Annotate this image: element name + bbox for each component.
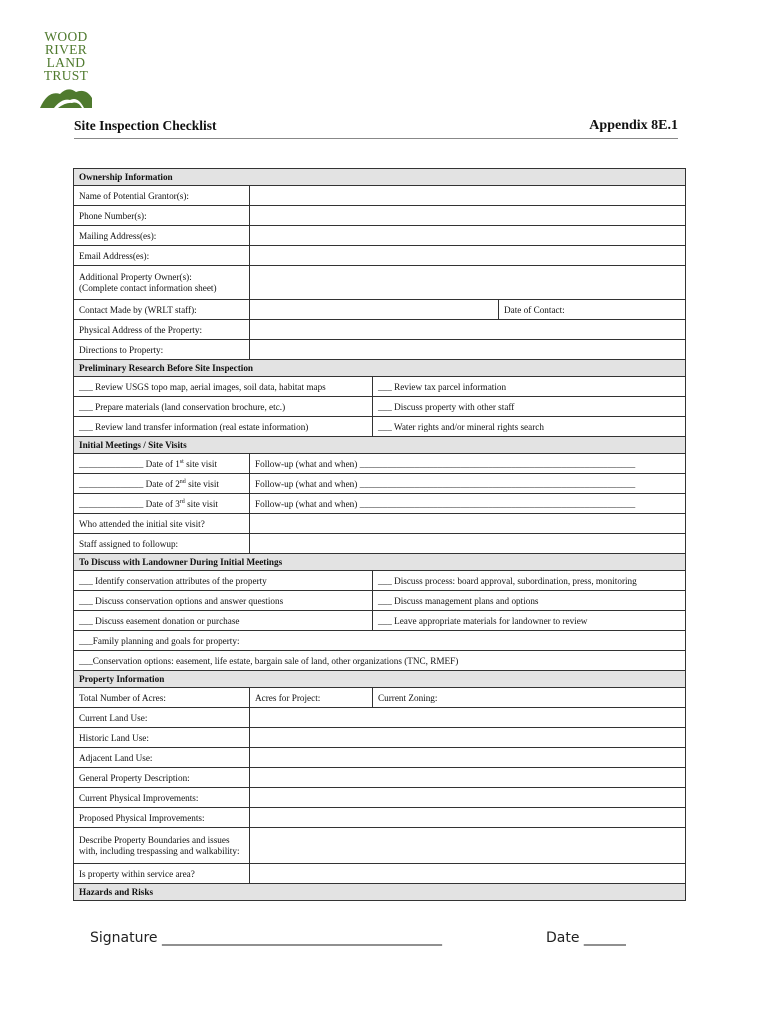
followup-3[interactable]: Follow-up (what and when) ____________________________________________________________ [250,494,686,514]
contact-made-label: Contact Made by (WRLT staff): [74,300,250,320]
mailing-label: Mailing Address(es): [74,226,250,246]
who-attended-label: Who attended the initial site visit? [74,514,250,534]
document-header [74,118,678,139]
hills-icon [40,84,92,108]
discuss-item[interactable]: ___ Identify conservation attributes of the property [74,571,373,591]
conservation-options-item[interactable]: ___Conservation options: easement, life estate, bargain sale of land, other organizations (TNC, RMEF) [74,651,686,671]
discuss-item[interactable]: ___ Discuss process: board approval, subordination, press, monitoring [373,571,686,591]
boundaries-label: Describe Property Boundaries and issues with, including trespassing and walkability: [74,828,250,864]
staff-assigned-label: Staff assigned to followup: [74,534,250,554]
prelim-item[interactable]: ___ Water rights and/or mineral rights search [373,417,686,437]
directions-field[interactable] [250,340,686,360]
boundaries-field[interactable] [250,828,686,864]
section-hazards-risks: Hazards and Risks [74,884,686,901]
staff-assigned-field[interactable] [250,534,686,554]
total-acres-field[interactable]: Total Number of Acres: [74,688,250,708]
adjacent-use-label: Adjacent Land Use: [74,748,250,768]
directions-label: Directions to Property: [74,340,250,360]
date-label: Date [546,930,580,946]
prelim-item[interactable]: ___ Review land transfer information (real estate information) [74,417,373,437]
phone-label: Phone Number(s): [74,206,250,226]
discuss-item[interactable]: ___ Discuss conservation options and answer questions [74,591,373,611]
additional-owner-field[interactable] [250,266,686,300]
section-preliminary-research: Preliminary Research Before Site Inspection [74,360,686,377]
service-area-label: Is property within service area? [74,864,250,884]
checklist-table [73,168,686,901]
followup-1[interactable]: Follow-up (what and when) ____________________________________________________________ [250,454,686,474]
family-planning-item[interactable]: ___Family planning and goals for property: [74,631,686,651]
signature-line: ________________________________________ [162,930,442,946]
signature-field[interactable] [90,930,442,946]
additional-owner-label: Additional Property Owner(s): (Complete contact information sheet) [74,266,250,300]
prelim-item[interactable]: ___ Review tax parcel information [373,377,686,397]
document-title: Site Inspection Checklist [74,118,217,133]
mailing-field[interactable] [250,226,686,246]
general-description-field[interactable] [250,768,686,788]
historic-use-field[interactable] [250,728,686,748]
who-attended-field[interactable] [250,514,686,534]
prelim-item[interactable]: ___ Discuss property with other staff [373,397,686,417]
grantor-label: Name of Potential Grantor(s): [74,186,250,206]
discuss-item[interactable]: ___ Leave appropriate materials for landowner to review [373,611,686,631]
current-improvements-label: Current Physical Improvements: [74,788,250,808]
proposed-improvements-label: Proposed Physical Improvements: [74,808,250,828]
acres-project-field[interactable]: Acres for Project: [250,688,373,708]
current-use-field[interactable] [250,708,686,728]
physical-address-label: Physical Address of the Property: [74,320,250,340]
wood-river-land-trust-logo [40,30,92,108]
general-description-label: General Property Description: [74,768,250,788]
date-field[interactable] [546,930,626,946]
date-line: ______ [583,930,626,946]
proposed-improvements-field[interactable] [250,808,686,828]
email-label: Email Address(es): [74,246,250,266]
adjacent-use-field[interactable] [250,748,686,768]
phone-field[interactable] [250,206,686,226]
section-ownership: Ownership Information [74,169,686,186]
site-visit-date-2[interactable]: ______________ Date of 2nd site visit [74,474,250,494]
service-area-field[interactable] [250,864,686,884]
current-use-label: Current Land Use: [74,708,250,728]
followup-2[interactable]: Follow-up (what and when) ____________________________________________________________ [250,474,686,494]
current-zoning-field[interactable]: Current Zoning: [373,688,686,708]
signature-label: Signature [90,930,158,946]
logo-text: WOOD RIVER LAND TRUST [43,29,89,83]
historic-use-label: Historic Land Use: [74,728,250,748]
grantor-field[interactable] [250,186,686,206]
section-property-information: Property Information [74,671,686,688]
contact-made-field[interactable] [250,300,499,320]
site-visit-date-1[interactable]: ______________ Date of 1st site visit [74,454,250,474]
prelim-item[interactable]: ___ Review USGS topo map, aerial images, soil data, habitat maps [74,377,373,397]
date-of-contact-field[interactable]: Date of Contact: [499,300,686,320]
email-field[interactable] [250,246,686,266]
section-discuss-landowner: To Discuss with Landowner During Initial Meetings [74,554,686,571]
discuss-item[interactable]: ___ Discuss easement donation or purchase [74,611,373,631]
current-improvements-field[interactable] [250,788,686,808]
physical-address-field[interactable] [250,320,686,340]
discuss-item[interactable]: ___ Discuss management plans and options [373,591,686,611]
site-visit-date-3[interactable]: ______________ Date of 3rd site visit [74,494,250,514]
section-initial-meetings: Initial Meetings / Site Visits [74,437,686,454]
appendix-label: Appendix 8E.1 [589,118,678,133]
prelim-item[interactable]: ___ Prepare materials (land conservation brochure, etc.) [74,397,373,417]
